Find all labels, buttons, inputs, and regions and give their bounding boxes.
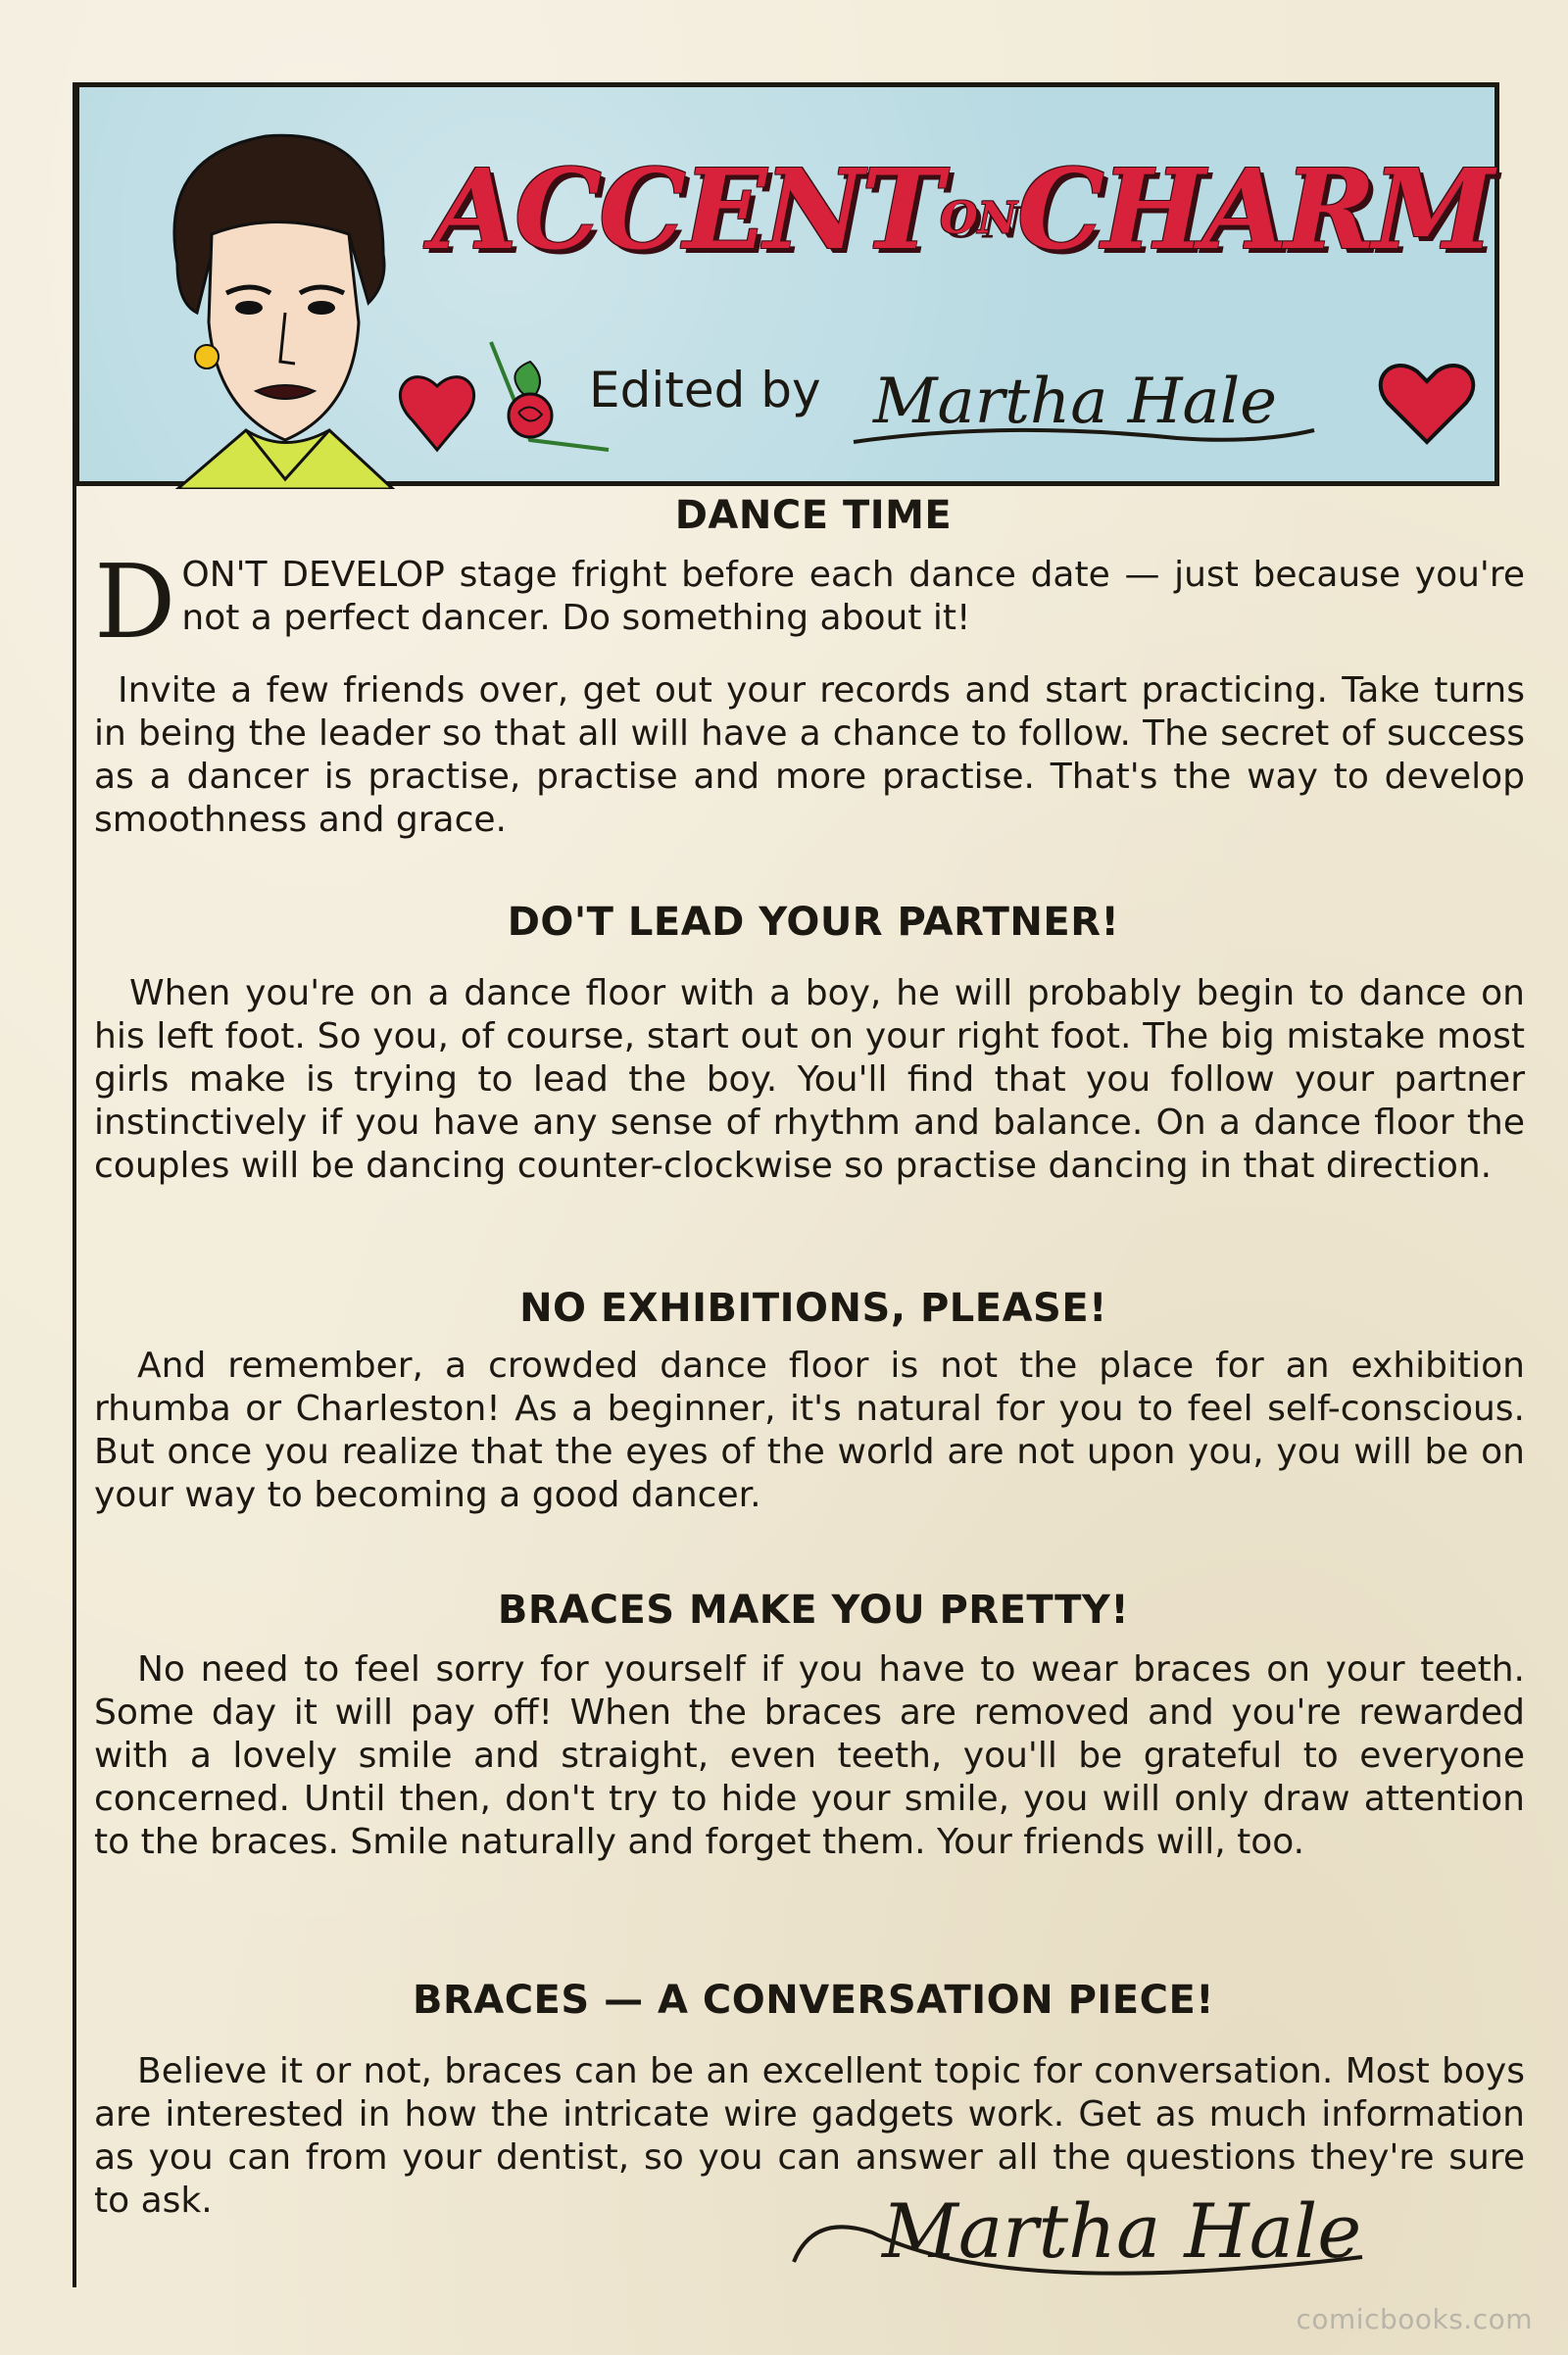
heading-dont-lead: DO'T LEAD YOUR PARTNER! — [507, 900, 1120, 945]
heading-no-exhibitions: NO EXHIBITIONS, PLEASE! — [519, 1286, 1107, 1331]
title-word-on: ON — [940, 193, 1017, 244]
paragraph-braces-pretty: No need to feel sorry for yourself if you have to wear braces on your teeth. Some day it will pay off! When the braces are removed and you're rewarded with a lovely smile and straight, even teeth, you'll be grateful to everyone concerned. Until then, don't try to hide your smile, you will only draw attention to the braces. Smile naturally and forget them. Your friends will, too. — [94, 1649, 1525, 1862]
footer-signature — [774, 2174, 1382, 2301]
heading-braces-conversation: BRACES — A CONVERSATION PIECE! — [412, 1978, 1215, 2023]
title-word-accent: ACCENT — [432, 146, 941, 274]
heart-icon — [1373, 352, 1481, 450]
column-title — [432, 146, 1492, 274]
paragraph-dont-lead: When you're on a dance floor with a boy, he will probably begin to dance on his left foot. So you, of course, start out on your right foot. The big mistake most girls make is trying to lead the boy. You'll find that you follow your partner instinctively if you have any sense of rhythm and balance. On a dance floor the couples will be dancing counter-clockwise so practise dancing in that direction. — [94, 973, 1525, 1186]
footer-signature-text: Martha Hale — [882, 2187, 1362, 2275]
heading-braces-pretty: BRACES MAKE YOU PRETTY! — [497, 1588, 1130, 1633]
column-header-banner — [74, 82, 1499, 486]
title-word-charm: CHARM — [1016, 146, 1492, 274]
editor-signature-text: Martha Hale — [873, 366, 1278, 438]
heading-dance-time: DANCE TIME — [674, 493, 953, 538]
paragraph-dance-time-body: Invite a few friends over, get out your records and start practicing. Take turns in being the leader so that all will have a chance to follow. The secret of success as a dancer is practise, practise and more practise. That's the way to develop smoothness and grace. — [94, 670, 1525, 840]
paragraph-dance-time-intro — [94, 542, 1525, 662]
editor-portrait-illustration — [138, 117, 413, 489]
paragraph-text: ON'T DEVELOP stage fright before each dance date — just because you're not a perfect dancer. Do something about it! — [181, 555, 1525, 638]
paragraph-no-exhibitions: And remember, a crowded dance floor is not the place for an exhibition rhumba or Charleston! As a beginner, it's natural for you to feel self-conscious. But once you realize that the eyes of the world are not upon you, you will be on your way to becoming a good dancer. — [94, 1346, 1525, 1515]
editor-signature-header — [844, 352, 1334, 460]
edited-by-label: Edited by — [589, 362, 821, 418]
source-watermark: comicbooks.com — [1296, 2303, 1533, 2335]
paragraph-braces-conversation: Believe it or not, braces can be an excellent topic for conversation. Most boys are interested in how the intricate wire gadgets work. Get as much information as you can from your dentist, so you can answer all the questions they're sure to ask. — [94, 2051, 1525, 2221]
dropcap-letter: D — [94, 542, 176, 662]
